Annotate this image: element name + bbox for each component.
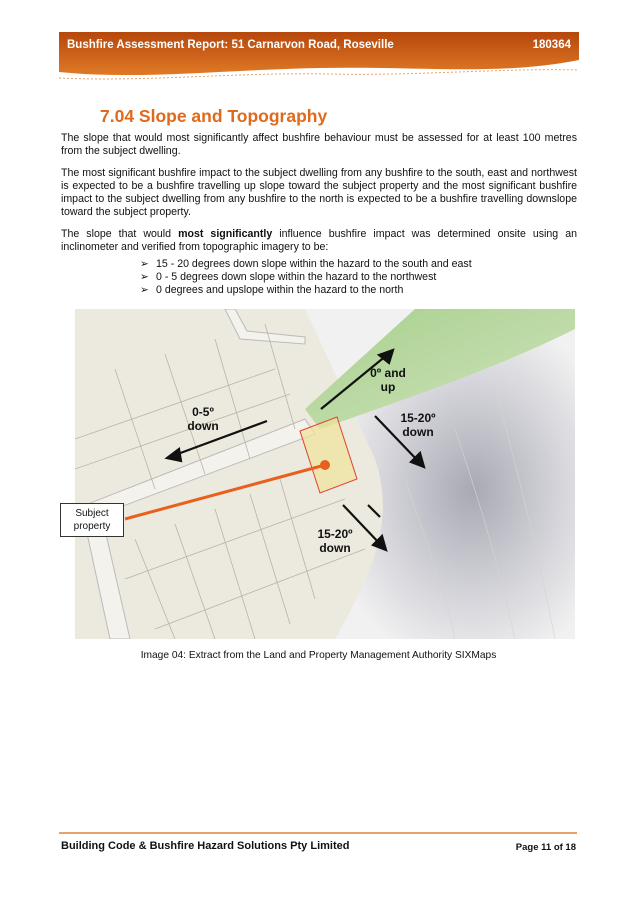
footer-company: Building Code & Bushfire Hazard Solutions Pty Limited xyxy=(61,840,350,852)
section-title: 7.04 Slope and Topography xyxy=(100,106,328,126)
list-item-text: 0 degrees and upslope within the hazard to the north xyxy=(156,284,404,296)
list-item xyxy=(140,284,472,297)
paragraph-1: The slope that would most significantly affect bushfire behaviour must be assessed for at least 100 metres from the subject dwelling. xyxy=(61,132,577,157)
paragraph-2: The most significant bushfire impact to the subject dwelling from any bushfire to the south, east and northwest is expected to be a bushfire travelling up slope toward the subject property and the most significant bushfire impact to the subject dwelling from any bushfire to the north is expected to be a bushfire travelling downslope toward the subject property. xyxy=(61,167,577,218)
paragraph-3-text-end: influence bushfire impact was determined onsite using an inclinometer and verified from topographic imagery to be: xyxy=(61,228,578,253)
map-graphic xyxy=(75,309,575,639)
label-east: 15-20º down xyxy=(400,411,436,439)
image-caption: Image 04: Extract from the Land and Property Management Authority SIXMaps xyxy=(140,650,497,661)
slope-list xyxy=(140,258,472,297)
header-reference: 180364 xyxy=(532,39,571,51)
label-south: 15-20º down xyxy=(317,527,353,555)
arrow-bullet-icon: ➢ xyxy=(140,271,149,283)
list-item xyxy=(140,258,472,271)
paragraph-3 xyxy=(61,228,577,254)
list-item-text: 15 - 20 degrees down slope within the hazard to the south and east xyxy=(156,258,472,270)
list-item-text: 0 - 5 degrees down slope within the hazard to the northwest xyxy=(156,271,437,283)
arrow-bullet-icon: ➢ xyxy=(140,258,149,270)
topography-map xyxy=(75,309,575,639)
header-banner xyxy=(59,32,579,82)
list-item xyxy=(140,271,472,284)
subject-property-label: Subject property xyxy=(60,503,124,537)
footer-page-number: Page 11 of 18 xyxy=(515,842,576,853)
paragraph-3-bold: most significantly xyxy=(178,228,273,240)
label-northwest: 0-5º down xyxy=(187,405,219,433)
arrow-bullet-icon: ➢ xyxy=(140,284,149,296)
header-title: Bushfire Assessment Report: 51 Carnarvon Road, Roseville xyxy=(67,39,394,51)
footer-divider xyxy=(59,832,577,834)
paragraph-3-text: The slope that would xyxy=(61,228,179,240)
label-north: 0º and up xyxy=(370,366,406,394)
